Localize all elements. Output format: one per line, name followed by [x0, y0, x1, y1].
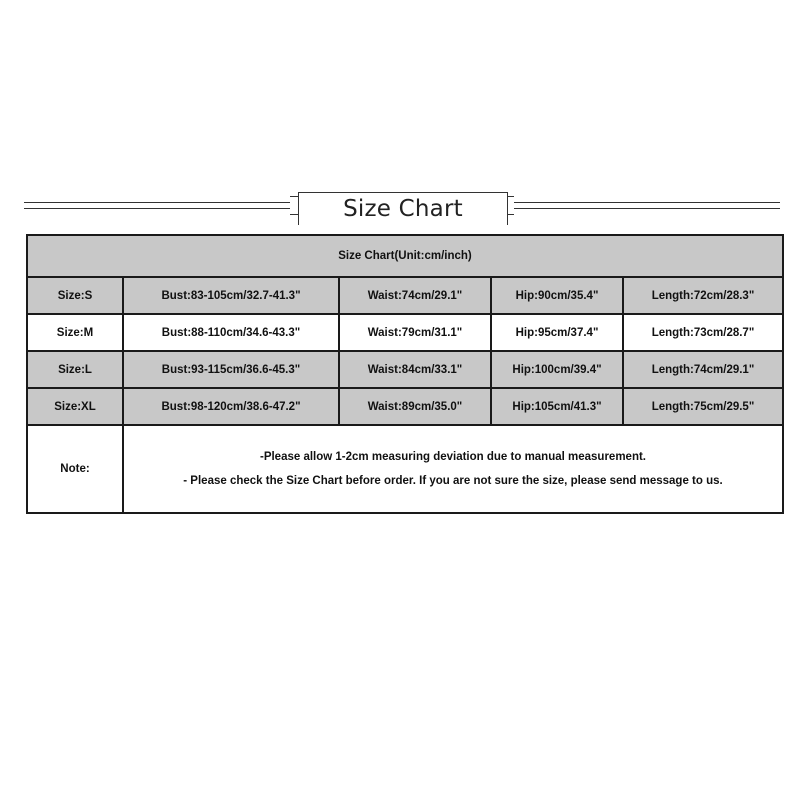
length-cell: Length:73cm/28.7": [623, 314, 783, 351]
bust-cell: Bust:88-110cm/34.6-43.3": [123, 314, 339, 351]
table-row: [27, 277, 783, 314]
bust-cell: Bust:83-105cm/32.7-41.3": [123, 277, 339, 314]
table-row: [27, 314, 783, 351]
table-header: Size Chart(Unit:cm/inch): [27, 235, 783, 277]
banner-line-right-bottom: [514, 208, 780, 209]
note-row: [27, 425, 783, 513]
hip-cell: Hip:100cm/39.4": [491, 351, 623, 388]
note-content: [123, 425, 783, 513]
note-line-check-chart: - Please check the Size Chart before order. If you are not sure the size, please send message to us.: [183, 475, 723, 487]
table-header-row: [27, 235, 783, 277]
banner-step-left: [290, 196, 298, 197]
size-chart-title: Size Chart: [343, 196, 463, 222]
hip-cell: Hip:90cm/35.4": [491, 277, 623, 314]
waist-cell: Waist:84cm/33.1": [339, 351, 491, 388]
waist-cell: Waist:89cm/35.0": [339, 388, 491, 425]
size-chart-banner: [0, 0, 800, 240]
size-cell: Size:L: [27, 351, 123, 388]
size-cell: Size:XL: [27, 388, 123, 425]
size-chart-table: [26, 234, 784, 514]
length-cell: Length:75cm/29.5": [623, 388, 783, 425]
table-row: [27, 388, 783, 425]
size-cell: Size:M: [27, 314, 123, 351]
table-row: [27, 351, 783, 388]
note-line-deviation: -Please allow 1-2cm measuring deviation due to manual measurement.: [259, 451, 646, 463]
note-label: Note:: [27, 425, 123, 513]
waist-cell: Waist:74cm/29.1": [339, 277, 491, 314]
bust-cell: Bust:98-120cm/38.6-47.2": [123, 388, 339, 425]
banner-step-left-low: [290, 214, 298, 215]
banner-line-right-top: [514, 202, 780, 203]
banner-line-left-bottom: [24, 208, 290, 209]
waist-cell: Waist:79cm/31.1": [339, 314, 491, 351]
length-cell: Length:74cm/29.1": [623, 351, 783, 388]
size-chart-title-box: [298, 192, 508, 225]
hip-cell: Hip:95cm/37.4": [491, 314, 623, 351]
banner-line-left-top: [24, 202, 290, 203]
size-cell: Size:S: [27, 277, 123, 314]
hip-cell: Hip:105cm/41.3": [491, 388, 623, 425]
length-cell: Length:72cm/28.3": [623, 277, 783, 314]
bust-cell: Bust:93-115cm/36.6-45.3": [123, 351, 339, 388]
